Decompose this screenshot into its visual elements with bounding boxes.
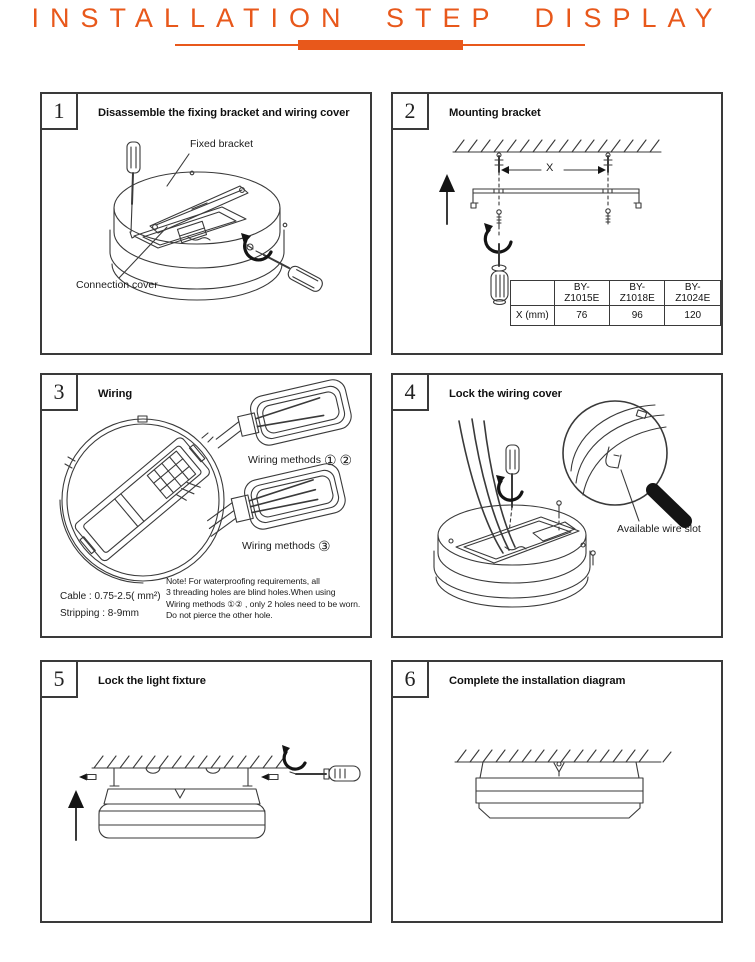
step-1-illustration (42, 94, 370, 353)
rotation-arrow-icon (282, 745, 305, 769)
table-header-cell: BY-Z1018E (610, 281, 665, 306)
table-header-cell (511, 281, 555, 306)
wiring-methods-3-label (242, 539, 331, 553)
table-row (511, 306, 721, 326)
step-2-title: Mounting bracket (449, 107, 541, 119)
ceiling-hatch (455, 750, 671, 762)
screwdriver-icon (127, 142, 140, 238)
step-2-panel (391, 92, 723, 355)
up-arrow-icon (439, 174, 455, 224)
wire-connector-drawing (209, 377, 354, 457)
fixed-bracket-label: Fixed bracket (190, 138, 254, 150)
stripping-spec-label: Stripping : 8-9mm (60, 608, 139, 619)
dimension-arrow (501, 166, 606, 174)
screwdriver-icon (247, 244, 324, 293)
wiring-methods-12-label (248, 453, 352, 467)
step-3-panel (40, 373, 372, 638)
underline-center-bar (298, 40, 463, 50)
wiring-method-badge-1: ① (323, 452, 337, 468)
step-4-number: 4 (391, 373, 429, 411)
step-4-panel (391, 373, 723, 638)
screw-icon (557, 501, 595, 565)
table-header-cell: BY-Z1024E (665, 281, 721, 306)
table-cell: 120 (665, 306, 721, 326)
step-6-number: 6 (391, 660, 429, 698)
screwdriver-icon (491, 244, 508, 305)
step-6-illustration (393, 662, 721, 921)
cable-spec-label: Cable : 0.75-2.5( mm²) (60, 591, 161, 602)
wiring-method-badge-2: ② (339, 452, 353, 468)
table-cell: X (mm) (511, 306, 555, 326)
rotation-arrow-icon (496, 475, 522, 500)
fixture-base-drawing (434, 505, 590, 607)
step-4-illustration (393, 375, 721, 636)
ceiling-hatch (453, 140, 661, 152)
step-4-title: Lock the wiring cover (449, 388, 562, 400)
fixture-top-view-drawing (60, 416, 224, 583)
page-title: INSTALLATION STEP DISPLAY (31, 3, 724, 33)
step-1-title: Disassemble the fixing bracket and wiring cover (98, 107, 350, 119)
step-6-panel (391, 660, 723, 923)
step-5-illustration (42, 662, 370, 921)
waterproofing-note (166, 576, 360, 622)
magnifier-icon (563, 401, 685, 521)
terminal-block-drawing (70, 433, 217, 569)
note-line: Wiring methods ①② , only 2 holes need to be worn. (166, 598, 361, 609)
fixture-side-drawing (99, 789, 265, 838)
table-row (511, 281, 721, 306)
table-cell: 96 (610, 306, 665, 326)
table-header-cell: BY-Z1015E (554, 281, 609, 306)
up-arrow-icon (68, 790, 84, 840)
step-3-title: Wiring (98, 388, 133, 400)
rotation-arrow-icon (484, 223, 511, 252)
table-cell: 76 (554, 306, 609, 326)
bracket-size-table (510, 280, 721, 326)
rotation-arrow-icon (241, 233, 271, 260)
screwdriver-icon (506, 445, 519, 533)
wiring-method-badge-3: ③ (317, 538, 331, 554)
dimension-x-label: X (546, 162, 554, 174)
step-5-panel (40, 660, 372, 923)
available-wire-slot-label: Available wire slot (617, 523, 701, 535)
step-1-panel (40, 92, 372, 355)
step-5-title: Lock the light fixture (98, 675, 206, 687)
step-5-number: 5 (40, 660, 78, 698)
anchor-icon (495, 153, 612, 208)
title-underline (175, 40, 585, 50)
note-line: Do not pierce the other hole. (166, 610, 273, 621)
wiring-methods-text: Wiring methods (248, 454, 321, 466)
ceiling-hatch (92, 756, 294, 768)
step-6-title: Complete the installation diagram (449, 675, 626, 687)
step-1-number: 1 (40, 92, 78, 130)
mounting-bracket-drawing (110, 768, 252, 786)
mounting-bracket-drawing (471, 189, 641, 208)
mains-wires-drawing (459, 419, 515, 553)
connection-cover-label: Connection cover (76, 279, 158, 291)
screw-icon (497, 209, 610, 236)
step-2-number: 2 (391, 92, 429, 130)
screw-icon (554, 762, 564, 776)
note-line: 3 threading holes are blind holes.When using (166, 587, 336, 598)
step-3-number: 3 (40, 373, 78, 411)
wiring-methods-text: Wiring methods (242, 540, 315, 552)
wire-connector-drawing (201, 461, 348, 541)
note-line: Note! For waterproofing requirements, all (166, 576, 320, 586)
